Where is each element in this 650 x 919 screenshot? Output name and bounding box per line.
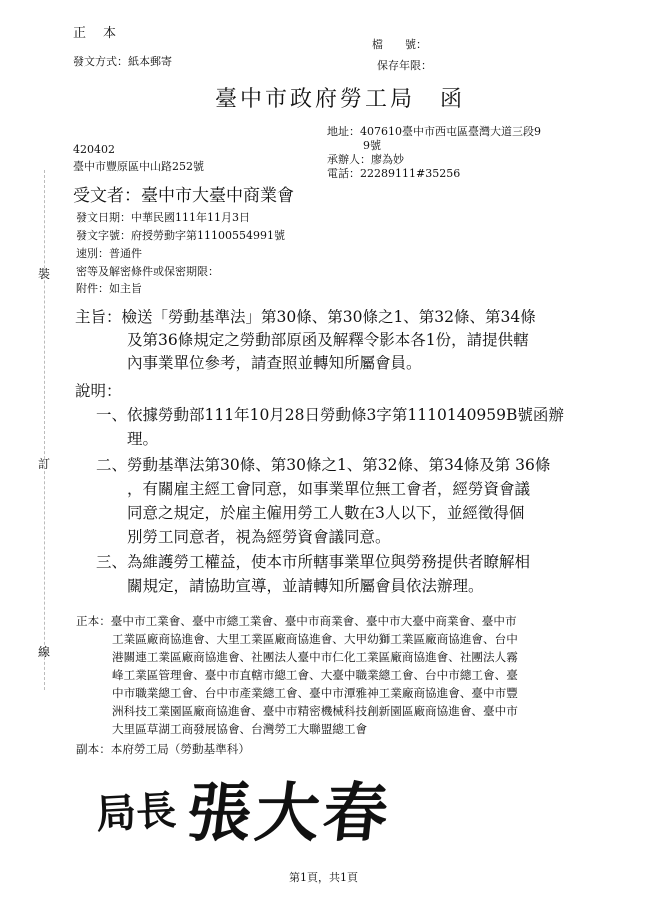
sender-address-line1: 地址：407610臺中市西屯區臺灣大道三段9 (327, 125, 541, 138)
explanation-item2-line3: 同意之規定，於雇主僱用勞工人數在3人以下，並經徵得個 (127, 504, 525, 522)
distribution-line7: 大里區草湖工商發展協會、台灣勞工大聯盟總工會 (112, 722, 368, 736)
binding-mark-xian: 線 (38, 645, 51, 659)
explanation-item3-line1: 三、為維護勞工權益，使本市所轄事業單位與勞務提供者瞭解相 (96, 553, 531, 571)
contact-phone: 電話：22289111#35256 (327, 167, 461, 180)
distribution-line4: 峰工業區管理會、臺中市直轄市總工會、大臺中職業總工會、台中市總工會、臺 (112, 668, 518, 682)
binding-mark-ding: 訂 (38, 457, 51, 471)
sender-address-line2: 9號 (363, 139, 381, 152)
recipient: 受文者：臺中市大臺中商業會 (73, 186, 294, 206)
recipient-zip: 420402 (73, 143, 115, 156)
secrecy-level: 密等及解密條件或保密期限： (76, 265, 219, 278)
distribution-line2: 工業區廠商協進會、大里工業區廠商協進會、大甲幼獅工業區廠商協進會、台中 (112, 632, 518, 646)
document-number: 發文字號：府授勞動字第11100554991號 (76, 229, 285, 242)
subject-line1: 主旨：檢送「勞動基準法」第30條、第30條之1、第32條、第34條 (75, 308, 536, 326)
recipient-address: 臺中市豐原區中山路252號 (73, 160, 204, 173)
binding-line (44, 170, 45, 690)
carbon-copy: 副本：本府勞工局（勞動基準科） (76, 742, 250, 756)
explanation-item3-line2: 關規定，請協助宣導，並請轉知所屬會員依法辦理。 (127, 577, 484, 595)
signature-title: 局長 (94, 786, 178, 839)
retention-label: 保存年限： (377, 59, 432, 72)
explanation-heading: 說明： (75, 382, 122, 400)
explanation-item2-line1: 二、勞動基準法第30條、第30條之1、第32條、第34條及第 36條 (96, 456, 551, 474)
explanation-item1-line2: 理。 (127, 430, 159, 448)
delivery-method: 發文方式：紙本郵寄 (73, 55, 172, 68)
distribution-line5: 中市職業總工會、台中市產業總工會、臺中市潭雅神工業廠商協進會、臺中市豐 (112, 686, 518, 700)
attachment: 附件：如主旨 (76, 282, 142, 295)
distribution-line6: 洲科技工業園區廠商協進會、臺中市精密機械科技創新園區廠商協進會、臺中市 (112, 704, 518, 718)
distribution-line1: 正本：臺中市工業會、臺中市總工業會、臺中市商業會、臺中市大臺中商業會、臺中市 (76, 614, 517, 628)
explanation-item1-line1: 一、依據勞動部111年10月28日勞動條3字第1110140959B號函辦 (96, 406, 564, 424)
copy-type-label: 正 本 (73, 26, 119, 41)
speed-class: 速別：普通件 (76, 247, 142, 260)
page-number: 第1頁，共1頁 (289, 871, 358, 884)
distribution-line3: 港關連工業區廠商協進會、社團法人臺中市仁化工業區廠商協進會、社團法人霧 (112, 650, 518, 664)
subject-line3: 內事業單位參考，請查照並轉知所屬會員。 (127, 354, 422, 372)
contact-person: 承辦人：廖為妙 (327, 153, 404, 166)
explanation-item2-line4: 別勞工同意者，視為經勞資會議同意。 (127, 528, 391, 546)
subject-line2: 及第36條規定之勞動部原函及解釋令影本各1份，請提供轄 (127, 331, 529, 349)
issue-date: 發文日期：中華民國111年11月3日 (76, 211, 250, 224)
explanation-item2-line2: ，有關雇主經工會同意，如事業單位無工會者，經勞資會議 (127, 480, 531, 498)
file-number-label: 檔 號： (372, 38, 427, 51)
document-title: 臺中市政府勞工局 函 (215, 87, 466, 112)
signature-name: 張大春 (183, 776, 396, 851)
binding-mark-zhuang: 裝 (38, 267, 51, 281)
